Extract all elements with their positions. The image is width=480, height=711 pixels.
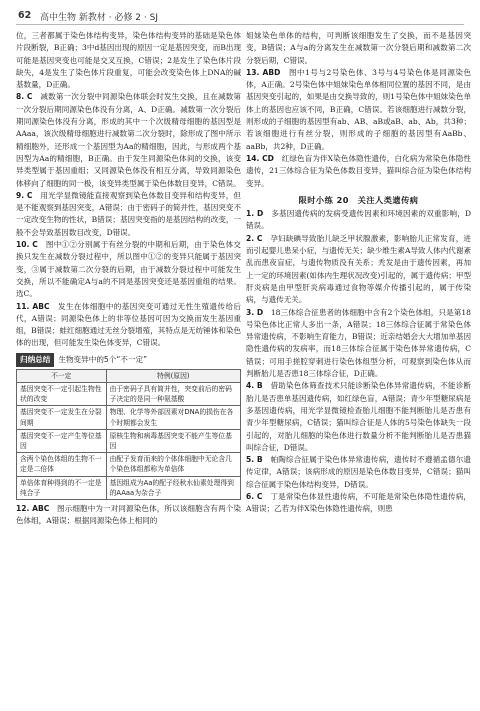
answer-text: 孕妇缺碘导致胎儿缺乏甲状腺激素，影响胎儿正常发育，进而引起婴儿患呆小症，与遗传无关；缺少维生素A导致人体内代谢紊乱而患夜盲症，与遗传物质没有关系；秃发是由于遗传因素，再加上一定的环境因素(如体内生理状况改变)引起的，属于遗传病；甲型肝炎病是由甲型肝炎病毒通过食物等媒介传播引起的，属于传染病，与遗传无关。: [246, 233, 471, 305]
answer-s1: [246, 208, 471, 233]
answer-continued: 姐妹染色单体的结构，可判断该细胞发生了交换，而不是基因突变，B错误；A与a的分离发生在减数第一次分裂后期和减数第二次分裂后期，C错误。: [246, 31, 471, 65]
table-cell: 基因突变不一定发生在分裂间期: [17, 406, 107, 429]
table-cell: 由配子发育而来的个体体细胞中无论含几个染色体组都称为单倍体: [106, 453, 240, 476]
answer-12: [16, 503, 241, 528]
answer-text: 借助染色体筛查技术只能诊断染色体异常遗传病，不能诊断胎儿是否患单基因遗传病，如红绿色盲，A错误；青少年型糖尿病是多基因遗传病，用光学显微镜检查胎儿细胞不能判断胎儿是否患有青少年型糖尿病，C错误；猫叫综合征是人体的5号染色体缺失一段引起的，对胎儿细胞的染色体进行数量分析不能判断胎儿是否患猫叫综合征，D错误。: [246, 381, 471, 452]
summary-header: [16, 353, 241, 367]
answer-text: 红绿色盲为伴X染色体隐性遗传，白化病为常染色体隐性遗传，21三体综合征为染色体数目变异，猫叫综合征为染色体结构变异。: [246, 153, 471, 188]
summary-table: [16, 369, 241, 500]
answer-number: 3. D: [246, 307, 264, 317]
summary-box: [16, 353, 241, 500]
answer-text: 图示细胞中为一对同源染色体，所以该细胞含有两个染色体组，A错误；根据同源染色体上相同的: [16, 503, 241, 526]
answer-number: 13. ABD: [246, 67, 281, 77]
book-title: 高中生物 新教材 · 必修 2 · SJ: [40, 13, 158, 23]
table-row: [17, 382, 241, 405]
answer-text: 减数第一次分裂中同源染色体联会时发生交换，且在减数第一次分裂后期同源染色体没有分离，A、D正确。减数第一次分裂后期同源染色体没有分离，形成的其中一个次级精母细胞的基因型是AAaa，该次级精母细胞进行减数第二次分裂时，除形成了图中所示精细胞外，还形成一个基因型为Aa的精细胞，因此，与形成两个基因型为Aa的精细胞，B正确。由于发生同源染色体间的交换，该变异类型属于基因重组；又同源染色体没有相互分离，导致同源染色体移向了细胞的同一极，该变异类型属于染色体数目变异，C错误。: [16, 92, 241, 188]
answer-11: [16, 301, 241, 350]
table-row: [17, 453, 241, 476]
answer-number: 8. C: [16, 92, 33, 102]
answer-text: 丁是常染色体显性遗传病，不可能是常染色体隐性遗传病，A错误；乙若为伴X染色体隐性遗传病，则患: [246, 491, 471, 514]
answer-number: 14. CD: [246, 153, 274, 163]
answer-text: 图中1号与2号染色体、3号与4号染色体是同源染色体，A正确。2号染色体中姐妹染色单体相同位置的基因不同，是由基因突变引起的，如果是由交换导致的，则1号染色体中姐妹染色单体上的基因也应该不同，B正确，C错误。若该细胞进行减数分裂，则形成的子细胞的基因型有ab、AB、aB或aB、ab、Ab，共3种；若该细胞进行有丝分裂，则形成的子细胞的基因型有AaBb、aaBb，共2种，D正确。: [246, 67, 471, 151]
answer-text: 用光学显微镜能直接观察到染色体数目变异和结构变异，但是不能观察到基因突变，A错误；由于密码子的简并性，基因突变不一定改变生物的性状，B错误；基因突变指的是基因结构的改变，一般不会导致基因数目改变，D错误。: [16, 190, 241, 237]
answer-10: [16, 239, 241, 300]
section-title: 限时小练 20 关注人类遗传病: [298, 194, 419, 205]
answer-text: 多基因遗传病的发病受遗传因素和环境因素的双重影响，D错误。: [246, 209, 471, 231]
page-header: [0, 6, 480, 24]
left-column: [16, 30, 241, 528]
answer-s2: [246, 233, 471, 307]
table-header: 不一定: [17, 369, 107, 382]
answer-text: 图中①②分别属于有丝分裂的中期和后期，由于染色体交换只发生在减数分裂过程中，所以图中①②的变异只能属于基因突变，③属于减数第二次分裂的后期，由于减数分裂过程中可能发生交换，所以不能确定A与a的不同是基因突变还是基因重组的结果。选C。: [16, 240, 241, 299]
table-cell: 基因组成为Aa的配子经秋水仙素处理得到的AAaa为杂合子: [106, 476, 240, 499]
table-cell: 基因突变不一定引起生物性状的改变: [17, 382, 107, 405]
table-cell: 物理、化学等外部因素对DNA的损伤在各个时期都会发生: [106, 406, 240, 429]
header-divider: [16, 24, 464, 25]
table-cell: 基因突变不一定产生等位基因: [17, 429, 107, 452]
answer-continued: 位，三者都属于染色体结构变异，染色体结构变异的基础是染色体片段断裂，B正确；3中d基因出现的原因一定是基因突变，而B出现可能是基因突变也可能是交叉互换，C错误；2是发生了染色体片段缺失，4是发生了染色体片段重复，可能会改变染色体上DNA的碱基数量，D正确。: [16, 31, 241, 90]
answer-text: 发生在体细胞中的基因突变可通过无性生殖遗传给后代，A错误；同源染色体上的非等位基因可因为交换而发生基因重组，B错误；蛙红细胞通过无丝分裂增殖，其特点是无纺锤体和染色体的出现，但可能发生染色体变异，C错误。: [16, 301, 241, 348]
table-row: [17, 406, 241, 429]
answer-s6: [246, 491, 471, 516]
answer-s3: [246, 307, 471, 381]
table-cell: 单倍体育种得到的不一定是纯合子: [17, 476, 107, 499]
answer-number: 12. ABC: [16, 503, 50, 513]
table-cell: 由于密码子具有简并性，突变前后的密码子决定的是同一种氨基酸: [106, 382, 240, 405]
answer-number: 10. C: [16, 240, 38, 250]
table-row: [17, 476, 241, 499]
answer-s5: [246, 454, 471, 491]
table-row: [17, 429, 241, 452]
answer-text: 18三体综合征患者的体细胞中含有2个染色体组，只是第18号染色体比正常人多出一条，A错误；18三体综合征属于常染色体异常遗传病，不影响生育能力，B错误；近亲结婚会大大增加单基因隐性遗传病的发病率，而18三体综合征属于染色体异常遗传病，C错误；可用手搓腔穿刺进行染色体组型分析，可观察到染色体从而判断胎儿是否患18三体综合征，D正确。: [246, 307, 471, 379]
answer-8: [16, 91, 241, 189]
answer-number: 11. ABC: [16, 301, 50, 311]
answer-number: 5. B: [246, 455, 263, 465]
answer-14: [246, 153, 471, 190]
right-column: [246, 30, 471, 516]
answer-number: 1. D: [246, 209, 264, 219]
answer-number: 2. C: [246, 233, 263, 243]
table-cell: 原核生物和病毒基因突变不能产生等位基因: [106, 429, 240, 452]
answer-number: 9. C: [16, 190, 33, 200]
answer-s4: [246, 380, 471, 454]
page-number: 62: [18, 10, 32, 21]
answer-13: [246, 67, 471, 153]
summary-tag: 归纳总结: [16, 353, 54, 367]
table-header: 特例(原因): [106, 369, 240, 382]
answer-9: [16, 190, 241, 239]
answer-text: 帕陶综合征属于染色体异常遗传病，遗传时不遵循孟德尔遗传定律，A错误；该病形成的原因是染色体数目变异，C错误；猫叫综合征属于染色体结构变异，D错误。: [246, 455, 471, 489]
answer-number: 4. B: [246, 381, 263, 391]
answer-number: 6. C: [246, 491, 263, 501]
summary-title: 生物变异中的5个“不一定”: [58, 354, 148, 364]
table-cell: 含两个染色体组的生物不一定是二倍体: [17, 453, 107, 476]
